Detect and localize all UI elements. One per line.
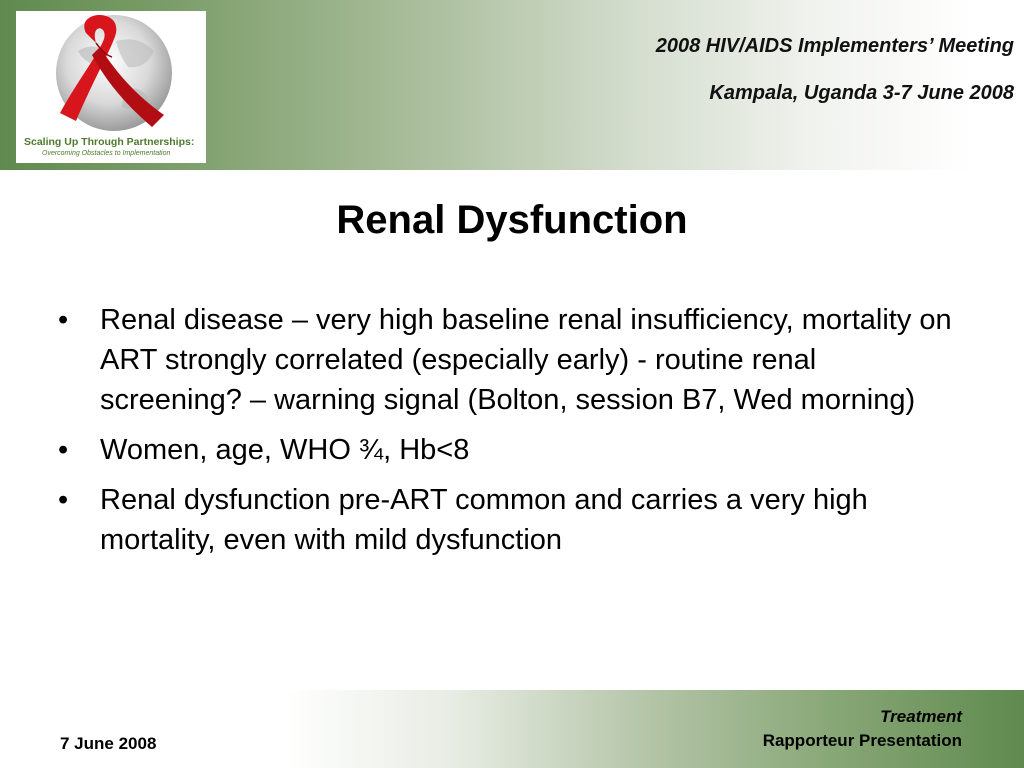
conference-logo (16, 11, 206, 163)
red-ribbon-globe-icon (16, 11, 206, 136)
bullet-icon: • (58, 304, 69, 336)
bullet-item (58, 430, 958, 470)
footer-presentation: Rapporteur Presentation (762, 731, 962, 750)
footer-band (0, 690, 1024, 768)
bullet-item (58, 300, 958, 420)
footer-section: Treatment (880, 707, 962, 726)
bullet-icon: • (58, 484, 69, 516)
slide-title: Renal Dysfunction (336, 198, 688, 242)
bullet-list (58, 300, 958, 570)
bullet-text: Renal disease – very high baseline renal insufficiency, mortality on ART strongly correlated (especially early) - routine renal screening? – warning signal (Bolton, session B7, Wed morning) (100, 304, 952, 416)
footer-date: 7 June 2008 (60, 734, 157, 753)
bullet-item (58, 480, 958, 560)
bullet-text: Women, age, WHO ¾, Hb<8 (100, 434, 470, 466)
bullet-text: Renal dysfunction pre-ART common and carries a very high mortality, even with mild dysfunction (100, 484, 868, 556)
logo-tagline: Scaling Up Through Partnerships: (24, 136, 195, 148)
logo-subtagline: Overcoming Obstacles to Implementation (42, 150, 171, 157)
bullet-icon: • (58, 434, 69, 466)
meeting-location-dates: Kampala, Uganda 3-7 June 2008 (709, 82, 1014, 104)
meeting-title: 2008 HIV/AIDS Implementers’ Meeting (655, 35, 1014, 57)
